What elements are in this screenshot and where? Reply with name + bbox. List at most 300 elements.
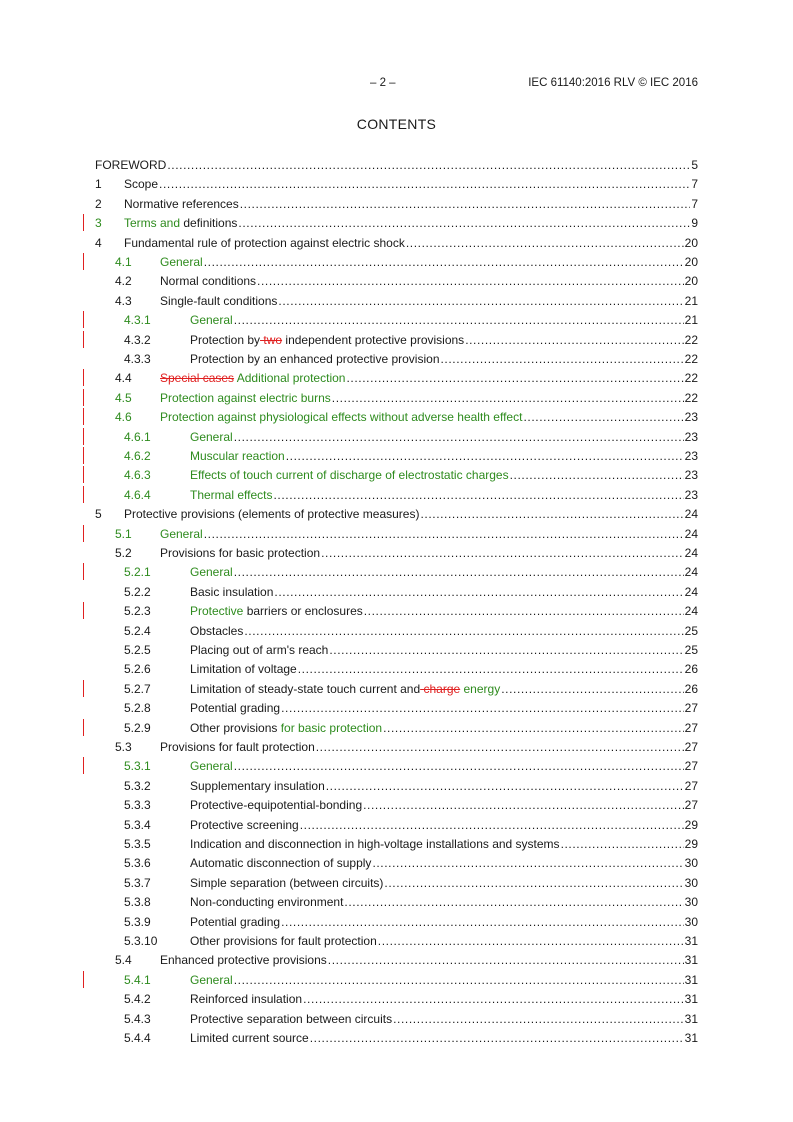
toc-page-number: 24: [684, 584, 698, 599]
entry-text: Other provisions: [190, 720, 278, 735]
toc-entry-number: 5.3: [115, 740, 132, 754]
toc-entry-title: [190, 973, 233, 987]
entry-text: Indication and disconnection in high-voltage installations and systems: [190, 837, 560, 851]
revision-bar: [83, 563, 84, 580]
toc-entry-title: [190, 643, 328, 657]
toc-entry-number: 4.4: [115, 371, 132, 386]
toc-page-number: 23: [684, 429, 698, 444]
toc-entry-title: [190, 662, 297, 676]
toc-entry[interactable]: [0, 371, 793, 390]
toc-entry-title: [190, 352, 440, 366]
dot-leader: [344, 895, 683, 909]
entry-text: Protective provisions (elements of protective measures): [124, 507, 420, 522]
toc-page-number: 5: [691, 158, 698, 172]
entry-text: definitions: [180, 216, 238, 231]
toc-entry-title: [160, 953, 327, 967]
toc-entry[interactable]: [0, 216, 793, 235]
dot-leader: [321, 546, 684, 560]
toc-entry-number: 2: [95, 196, 102, 211]
entry-text: Provisions for fault protection: [160, 740, 315, 754]
revision-bar: [83, 757, 84, 774]
toc-entry-title: [160, 410, 522, 424]
revision-bar: [83, 369, 84, 386]
toc-entry-number: 5.3.10: [124, 934, 158, 948]
inserted-text: for basic protection: [277, 720, 383, 735]
toc-page-number: 25: [684, 643, 698, 657]
entry-text: independent protective provisions: [282, 332, 465, 347]
revision-bar: [83, 408, 84, 425]
entry-text: Placing out of arm's reach: [190, 643, 329, 657]
toc-entry-number: 5.2.3: [124, 604, 151, 619]
revision-bar: [83, 214, 84, 231]
dot-leader: [274, 585, 683, 599]
toc-entry-title: [190, 934, 377, 948]
toc-entry-title: [160, 274, 256, 288]
entry-text: Limitation of steady-state touch current and: [190, 681, 421, 696]
toc-entry-title: [190, 682, 500, 696]
revision-bar: [83, 971, 84, 988]
toc-entry-title: [190, 449, 285, 463]
inserted-text: Additional protection: [234, 371, 346, 386]
dot-leader: [159, 177, 690, 191]
inserted-text: General: [190, 565, 233, 580]
toc-entry-number: 5.4.3: [124, 1011, 151, 1026]
toc-entry-title: [160, 294, 277, 308]
toc-entry[interactable]: [0, 391, 793, 410]
toc-entry-title: [190, 759, 233, 773]
toc-entry-title: [190, 333, 464, 347]
toc-entry-title: [190, 915, 280, 929]
toc-entry[interactable]: [0, 643, 793, 662]
toc-entry-number: 5.2.7: [124, 681, 151, 696]
toc-entry-number: 5.3.4: [124, 817, 151, 832]
toc-entry-number: 5.2.2: [124, 584, 151, 599]
toc-page-number: 24: [684, 546, 698, 560]
toc-entry-title: [190, 837, 560, 851]
toc-entry[interactable]: [0, 759, 793, 778]
dot-leader: [281, 701, 684, 715]
dot-leader: [204, 527, 684, 541]
toc-entry[interactable]: [0, 682, 793, 701]
entry-text: Protection by an enhanced protective provision: [190, 352, 440, 366]
dot-leader: [273, 488, 683, 502]
toc-entry[interactable]: [0, 410, 793, 429]
toc-entry-title: [124, 236, 405, 250]
toc-entry-title: [190, 1031, 309, 1045]
dot-leader: [329, 643, 683, 657]
dot-leader: [234, 565, 684, 579]
dot-leader: [257, 274, 684, 288]
toc-entry-title: [160, 740, 315, 754]
toc-entry-number: 5.4.2: [124, 992, 151, 1007]
revision-bar: [83, 602, 84, 619]
entry-text: Normative references: [124, 196, 239, 211]
toc-page-number: 30: [684, 856, 698, 871]
entry-text: Other provisions for fault protection: [190, 934, 377, 948]
entry-text: Reinforced insulation: [190, 992, 303, 1007]
toc-entry[interactable]: [0, 468, 793, 487]
toc-entry[interactable]: [0, 430, 793, 449]
dot-leader: [346, 371, 683, 385]
toc-entry[interactable]: [0, 837, 793, 856]
revision-bar: [83, 253, 84, 270]
dot-leader: [167, 158, 690, 172]
toc-entry-number: 4.6.2: [124, 449, 151, 463]
dot-leader: [420, 507, 683, 521]
dot-leader: [384, 876, 683, 890]
toc-page-number: 24: [684, 526, 698, 541]
dot-leader: [298, 662, 684, 676]
dot-leader: [278, 294, 683, 308]
toc-entry[interactable]: [0, 876, 793, 895]
entry-text: Potential grading: [190, 914, 281, 929]
entry-text: Scope: [124, 177, 159, 192]
dot-leader: [393, 1012, 684, 1026]
toc-entry-title: [190, 701, 280, 715]
entry-text: Potential grading: [190, 701, 281, 716]
entry-text: Protective screening: [190, 817, 299, 832]
dot-leader: [383, 721, 684, 735]
dot-leader: [326, 779, 684, 793]
toc-entry[interactable]: [0, 934, 793, 953]
dot-leader: [561, 837, 684, 851]
toc-entry-number: 5.2.9: [124, 720, 151, 735]
toc-page-number: 23: [684, 449, 698, 463]
dot-leader: [332, 391, 684, 405]
toc-entry[interactable]: [0, 255, 793, 274]
toc-entry-number: 4.3: [115, 293, 132, 308]
toc-entry-number: 5.2.1: [124, 565, 151, 580]
toc-entry-title: [95, 158, 166, 172]
toc-entry-number: 5.3.7: [124, 875, 151, 890]
deleted-text: charge: [420, 681, 461, 696]
toc-page-number: 24: [684, 604, 698, 619]
entry-text: Basic insulation: [190, 584, 274, 599]
toc-entry-number: 4.3.3: [124, 352, 151, 366]
toc-entry-number: 4.2: [115, 274, 132, 289]
entry-text: FOREWORD: [95, 158, 167, 172]
entry-text: Non-conducting environment: [190, 895, 344, 910]
toc-entry[interactable]: [0, 1031, 793, 1050]
toc-entry-number: 5.4.1: [124, 972, 151, 987]
toc-page-number: 27: [684, 720, 698, 735]
toc-page-number: 24: [684, 565, 698, 580]
toc-entry-number: 5.3.8: [124, 895, 151, 910]
entry-text: Protection by: [190, 332, 261, 347]
toc-entry[interactable]: [0, 1012, 793, 1031]
toc-entry-number: 5: [95, 507, 102, 522]
entry-text: Enhanced protective provisions: [160, 953, 327, 968]
toc-page-number: 20: [684, 255, 698, 269]
entry-text: Automatic disconnection of supply: [190, 856, 372, 871]
toc-entry-number: 4.3.1: [124, 313, 151, 328]
inserted-text: General: [190, 313, 233, 328]
toc-entry-number: 5.4: [115, 953, 132, 968]
toc-entry-title: [160, 527, 203, 541]
entry-text: Limitation of voltage: [190, 662, 297, 677]
deleted-text: two: [260, 332, 283, 347]
dot-leader: [240, 197, 691, 211]
toc-entry-number: 5.4.4: [124, 1031, 151, 1045]
toc-entry[interactable]: [0, 701, 793, 720]
entry-text: Simple separation (between circuits): [190, 875, 384, 890]
toc-entry-title: [160, 255, 203, 269]
toc-entry[interactable]: [0, 895, 793, 914]
toc-entry[interactable]: [0, 507, 793, 526]
toc-page-number: 27: [684, 701, 698, 716]
revision-bar: [83, 447, 84, 464]
toc-entry[interactable]: [0, 158, 793, 177]
toc-entry-title: [190, 565, 233, 579]
toc-entry[interactable]: [0, 294, 793, 313]
deleted-text: Special cases: [160, 371, 235, 386]
toc-entry-title: [124, 216, 237, 230]
toc-entry[interactable]: [0, 740, 793, 759]
dot-leader: [523, 410, 683, 424]
toc-page-number: 24: [684, 507, 698, 522]
dot-leader: [234, 973, 684, 987]
dot-leader: [310, 1031, 684, 1045]
toc-entry[interactable]: [0, 798, 793, 817]
toc-entry[interactable]: [0, 818, 793, 837]
toc-entry-title: [190, 488, 272, 502]
revision-bar: [83, 331, 84, 348]
toc-entry-title: [124, 507, 419, 521]
entry-text: Limited current source: [190, 1031, 309, 1045]
page-number: – 2 –: [370, 77, 396, 89]
entry-text: Provisions for basic protection: [160, 546, 321, 560]
toc-entry-title: [190, 624, 243, 638]
toc-entry[interactable]: [0, 585, 793, 604]
toc-entry-title: [190, 604, 363, 618]
toc-page-number: 20: [684, 274, 698, 289]
toc-entry[interactable]: [0, 333, 793, 352]
dot-leader: [303, 992, 684, 1006]
toc-page-number: 25: [684, 623, 698, 638]
toc-page-number: 31: [684, 934, 698, 948]
toc-page-number: 30: [684, 914, 698, 929]
toc-entry-title: [124, 197, 239, 211]
dot-leader: [234, 430, 684, 444]
toc-entry-title: [190, 468, 509, 482]
dot-leader: [328, 953, 684, 967]
toc-entry[interactable]: [0, 449, 793, 468]
inserted-text: Protection against electric burns: [160, 390, 331, 405]
revision-bar: [83, 428, 84, 445]
revision-bar: [83, 680, 84, 697]
inserted-text: General: [190, 429, 233, 444]
dot-leader: [204, 255, 684, 269]
toc-entry-title: [190, 1012, 392, 1026]
toc-entry-number: 3: [95, 216, 102, 231]
toc-page-number: 31: [684, 972, 698, 987]
dot-leader: [300, 818, 684, 832]
toc-entry[interactable]: [0, 546, 793, 565]
dot-leader: [465, 333, 683, 347]
entry-text: barriers or enclosures: [243, 604, 363, 619]
toc-entry[interactable]: [0, 721, 793, 740]
inserted-text: Muscular reaction: [190, 449, 285, 463]
toc-entry-number: 1: [95, 177, 102, 192]
toc-page-number: 20: [684, 235, 698, 250]
toc-entry[interactable]: [0, 915, 793, 934]
entry-text: Obstacles: [190, 623, 244, 638]
dot-leader: [238, 216, 690, 230]
toc-entry-number: 4.6: [115, 410, 132, 425]
inserted-text: Terms and: [124, 216, 181, 231]
toc-entry-number: 4: [95, 235, 102, 250]
entry-text: Fundamental rule of protection against electric shock: [124, 235, 405, 250]
toc-page-number: 23: [684, 410, 698, 425]
inserted-text: General: [190, 972, 233, 987]
inserted-text: Effects of touch current of discharge of electrostatic charges: [190, 468, 509, 483]
entry-text: Protective separation between circuits: [190, 1011, 393, 1026]
revision-bar: [83, 486, 84, 503]
toc-entry-title: [190, 818, 299, 832]
toc-entry-title: [190, 313, 233, 327]
toc-entry[interactable]: [0, 604, 793, 623]
toc-entry-title: [124, 177, 158, 191]
toc-page-number: 27: [684, 798, 698, 813]
toc-page-number: 22: [684, 352, 698, 366]
page-title: CONTENTS: [356, 116, 437, 132]
page-header: [0, 77, 793, 93]
toc-entry-title: [190, 721, 382, 735]
toc-page-number: 23: [684, 487, 698, 502]
inserted-text: Thermal effects: [190, 487, 273, 502]
revision-bar: [83, 389, 84, 406]
dot-leader: [372, 856, 683, 870]
toc-page-number: 22: [684, 332, 698, 347]
dot-leader: [234, 759, 684, 773]
toc-entry-title: [160, 391, 331, 405]
toc-page-number: 29: [684, 817, 698, 832]
revision-bar: [83, 311, 84, 328]
toc-page-number: 7: [691, 177, 698, 192]
toc-entry-number: 5.3.6: [124, 856, 151, 871]
toc-entry-title: [160, 371, 345, 385]
dot-leader: [244, 624, 683, 638]
toc-entry-number: 4.5: [115, 390, 132, 405]
inserted-text: Protection against physiological effects without adverse health effect: [160, 410, 523, 425]
dot-leader: [501, 682, 683, 696]
toc-entry[interactable]: [0, 953, 793, 972]
toc-page-number: 31: [684, 992, 698, 1007]
dot-leader: [378, 934, 684, 948]
toc-entry[interactable]: [0, 313, 793, 332]
toc-entry[interactable]: [0, 779, 793, 798]
inserted-text: General: [160, 526, 203, 541]
dot-leader: [286, 449, 684, 463]
toc-entry-number: 4.3.2: [124, 332, 151, 347]
entry-text: Normal conditions: [160, 274, 257, 289]
inserted-text: General: [160, 255, 203, 269]
toc-entry[interactable]: [0, 488, 793, 507]
toc-page-number: 31: [684, 1011, 698, 1026]
inserted-text: Protective: [190, 604, 244, 619]
toc-entry-number: 4.1: [115, 255, 132, 269]
toc-entry[interactable]: [0, 992, 793, 1011]
toc-entry[interactable]: [0, 197, 793, 216]
standard-reference: IEC 61140:2016 RLV © IEC 2016: [528, 77, 698, 89]
inserted-text: energy: [460, 681, 501, 696]
toc-entry-number: 5.3.9: [124, 914, 151, 929]
toc-entry[interactable]: [0, 565, 793, 584]
toc-entry[interactable]: [0, 177, 793, 196]
toc-entry-title: [190, 585, 273, 599]
toc-entry-number: 5.2: [115, 546, 132, 560]
toc-entry-number: 4.6.4: [124, 487, 151, 502]
toc-entry-number: 5.3.3: [124, 798, 151, 813]
toc-entry[interactable]: [0, 856, 793, 875]
toc-entry[interactable]: [0, 352, 793, 371]
revision-bar: [83, 466, 84, 483]
toc-page-number: 21: [684, 293, 698, 308]
toc-entry-title: [190, 895, 343, 909]
toc-page-number: 22: [684, 371, 698, 386]
toc-entry-title: [160, 546, 320, 560]
toc-page-number: 30: [684, 875, 698, 890]
toc-entry-number: 5.1: [115, 526, 132, 541]
toc-entry-number: 5.2.6: [124, 662, 151, 677]
toc-page-number: 31: [684, 953, 698, 968]
toc-page-number: 31: [684, 1031, 698, 1045]
toc-entry-number: 5.2.8: [124, 701, 151, 716]
entry-text: Single-fault conditions: [160, 293, 278, 308]
toc-entry-title: [190, 876, 383, 890]
toc-entry-number: 5.3.2: [124, 778, 151, 793]
toc-entry[interactable]: [0, 274, 793, 293]
dot-leader: [510, 468, 684, 482]
toc-page-number: 30: [684, 895, 698, 910]
entry-text: Supplementary insulation: [190, 778, 325, 793]
toc-entry[interactable]: [0, 973, 793, 992]
dot-leader: [406, 236, 684, 250]
revision-bar: [83, 525, 84, 542]
toc-page-number: 27: [684, 740, 698, 754]
toc-page-number: 27: [684, 778, 698, 793]
dot-leader: [441, 352, 684, 366]
toc-entry-title: [190, 856, 371, 870]
inserted-text: General: [190, 759, 233, 774]
dot-leader: [316, 740, 684, 754]
entry-text: Protective-equipotential-bonding: [190, 798, 363, 813]
toc-entry[interactable]: [0, 662, 793, 681]
toc-entry-number: 5.3.1: [124, 759, 151, 774]
toc-entry-number: 4.6.3: [124, 468, 151, 483]
toc-page-number: 29: [684, 837, 698, 851]
toc-entry-number: 5.3.5: [124, 837, 151, 851]
toc-entry[interactable]: [0, 527, 793, 546]
dot-leader: [364, 604, 684, 618]
toc-entry[interactable]: [0, 624, 793, 643]
revision-bar: [83, 719, 84, 736]
toc-page-number: 26: [684, 681, 698, 696]
dot-leader: [281, 915, 684, 929]
toc-entry[interactable]: [0, 236, 793, 255]
dot-leader: [363, 798, 684, 812]
toc-page-number: 27: [684, 759, 698, 774]
toc-entry-title: [190, 430, 233, 444]
toc-entry-title: [190, 779, 325, 793]
toc-page-number: 23: [684, 468, 698, 483]
toc-entry-title: [190, 798, 362, 812]
toc-page-number: 22: [684, 390, 698, 405]
toc-entry-number: 4.6.1: [124, 429, 151, 444]
toc-entry-number: 5.2.5: [124, 643, 151, 657]
dot-leader: [234, 313, 684, 327]
toc-page-number: 9: [691, 216, 698, 231]
